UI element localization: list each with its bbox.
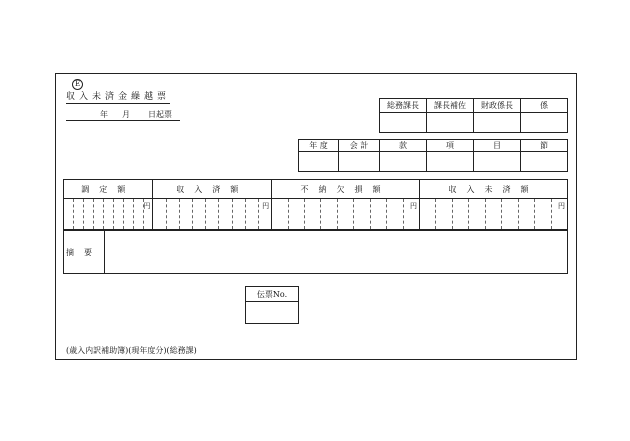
account-header: 年 度: [299, 140, 339, 152]
amount-table: [63, 179, 568, 230]
circle-mark: E: [72, 79, 83, 90]
amount-cell[interactable]: [272, 199, 420, 230]
amount-header: 収入未済額: [420, 180, 568, 199]
date-year-label: 年: [100, 110, 108, 119]
yen-label: 円: [262, 202, 270, 210]
date-month-label: 月: [122, 110, 130, 119]
approval-stamp-cell[interactable]: [380, 113, 427, 133]
account-cell[interactable]: [380, 152, 427, 172]
approval-stamp-cell[interactable]: [521, 113, 568, 133]
yen-label: 円: [143, 202, 151, 210]
account-header: 節: [521, 140, 568, 152]
account-header: 項: [427, 140, 474, 152]
amount-header: 収入済額: [153, 180, 272, 199]
approval-header: 係: [521, 99, 568, 113]
summary-input-cell[interactable]: [105, 231, 568, 274]
approval-header: 課長補佐: [427, 99, 474, 113]
approval-header: 財政係長: [474, 99, 521, 113]
account-cell[interactable]: [427, 152, 474, 172]
account-cell[interactable]: [339, 152, 380, 172]
amount-cell[interactable]: [153, 199, 272, 230]
approval-header: 総務課長: [380, 99, 427, 113]
account-cell[interactable]: [299, 152, 339, 172]
approval-stamp-cell[interactable]: [474, 113, 521, 133]
yen-label: 円: [410, 202, 418, 210]
approval-stamp-cell[interactable]: [427, 113, 474, 133]
form-title: 収入未済金繰越票: [66, 89, 170, 104]
account-cell[interactable]: [521, 152, 568, 172]
date-line: [66, 109, 180, 121]
footer-note: (歳入内訳補助簿)(現年度分)(総務課): [66, 346, 197, 355]
slip-table: [245, 286, 299, 324]
approval-stamp-table: [379, 98, 568, 133]
amount-header: 不納欠損額: [272, 180, 420, 199]
account-cell[interactable]: [474, 152, 521, 172]
account-header: 会 計: [339, 140, 380, 152]
amount-cell[interactable]: [420, 199, 568, 230]
slip-number-cell[interactable]: [246, 302, 299, 324]
account-table: [298, 139, 568, 172]
slip-label: 伝票No.: [246, 287, 299, 302]
amount-cell[interactable]: [64, 199, 153, 230]
account-header: 款: [380, 140, 427, 152]
amount-header: 調定額: [64, 180, 153, 199]
account-header: 目: [474, 140, 521, 152]
summary-label: 摘要: [64, 231, 105, 274]
date-suffix-label: 日起票: [148, 110, 172, 119]
summary-table: [63, 230, 568, 274]
yen-label: 円: [558, 202, 565, 210]
